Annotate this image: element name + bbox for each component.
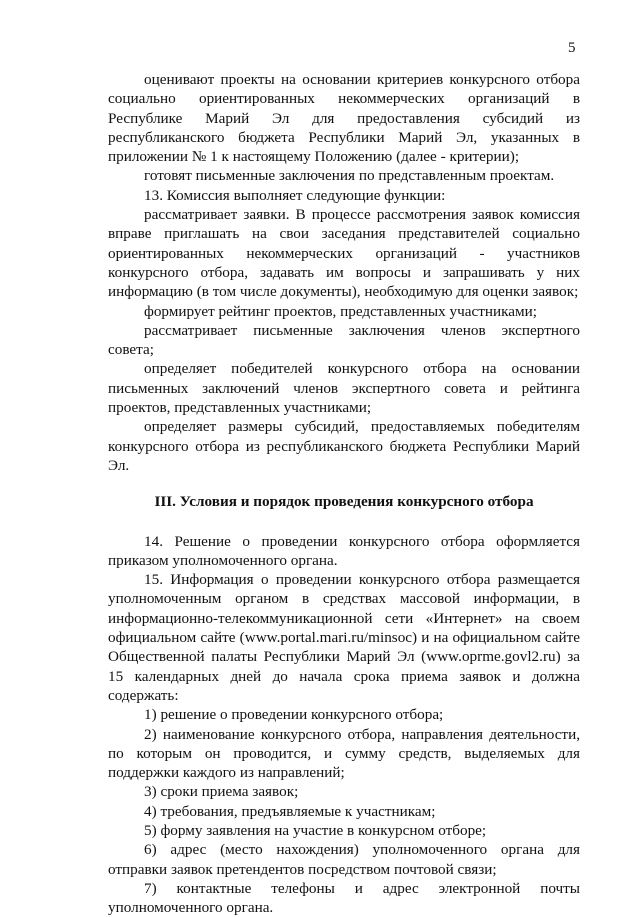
- list-item-4: 4) требования, предъявляемые к участникам;: [144, 802, 436, 820]
- document-body: [108, 70, 580, 917]
- section-title: III. Условия и порядок проведения конкурсного отбора: [154, 493, 534, 511]
- page-number: 5: [568, 40, 576, 56]
- paragraph-information-publication: 15. Информация о проведении конкурсного отбора размещается уполномоченным органом в средствах массовой информации, в информационно-телекоммуникационной сети «Интернет» на своем официальном сайте (www.portal.mari.ru/minsoc) и на официальном сайте Общественной палаты Республики Марий Эл (www.oprme.govl2.ru) за 15 календарных дней до начала срока приема заявок и должна содержать:: [108, 571, 580, 704]
- paragraph-decision-order: 14. Решение о проведении конкурсного отбора оформляется приказом уполномоченного органа.: [108, 532, 580, 569]
- paragraph-determines-subsidies: определяет размеры субсидий, предоставляемых победителям конкурсного отбора из республиканского бюджета Республики Марий Эл.: [108, 418, 580, 474]
- paragraph-commission-functions: 13. Комиссия выполняет следующие функции:: [144, 186, 446, 204]
- paragraph-forms-rating: формирует рейтинг проектов, представленных участниками;: [144, 302, 537, 320]
- list-item-1: 1) решение о проведении конкурсного отбора;: [144, 706, 444, 724]
- list-item-5: 5) форму заявления на участие в конкурсном отборе;: [144, 821, 487, 839]
- paragraph-written-conclusions: готовят письменные заключения по представленным проектам.: [144, 167, 555, 185]
- paragraph-determines-winners: определяет победителей конкурсного отбора на основании письменных заключений членов экспертного совета и рейтинга проектов, представленных участниками;: [108, 360, 580, 417]
- list-item-2: 2) наименование конкурсного отбора, направления деятельности, по которым он проводится, и сумму средств, выделяемых для поддержки каждого из направлений;: [108, 725, 580, 782]
- list-item-3: 3) сроки приема заявок;: [144, 783, 299, 801]
- paragraph-criteria-evaluation: оценивают проекты на основании критериев конкурсного отбора социально ориентированных некоммерческих организаций в Республике Марий Эл для предоставления субсидий из республиканского бюджета Республики Марий Эл, указанных в приложении № 1 к настоящему Положению (далее - критерии);: [108, 71, 580, 166]
- paragraph-reviews-conclusions: рассматривает письменные заключения членов экспертного совета;: [108, 321, 580, 359]
- list-item-6: 6) адрес (место нахождения) уполномоченного органа для отправки заявок претендентов посредством почтовой связи;: [108, 841, 580, 878]
- list-item-7: 7) контактные телефоны и адрес электронной почты уполномоченного органа.: [108, 879, 580, 917]
- paragraph-reviews-applications: рассматривает заявки. В процессе рассмотрения заявок комиссия вправе приглашать на свои заседания представителей социально ориентированных некоммерческих организаций - участников конкурсного отбора, задавать им вопросы и запрашивать у них информацию (в том числе документы), необходимую для оценки заявок;: [108, 206, 580, 301]
